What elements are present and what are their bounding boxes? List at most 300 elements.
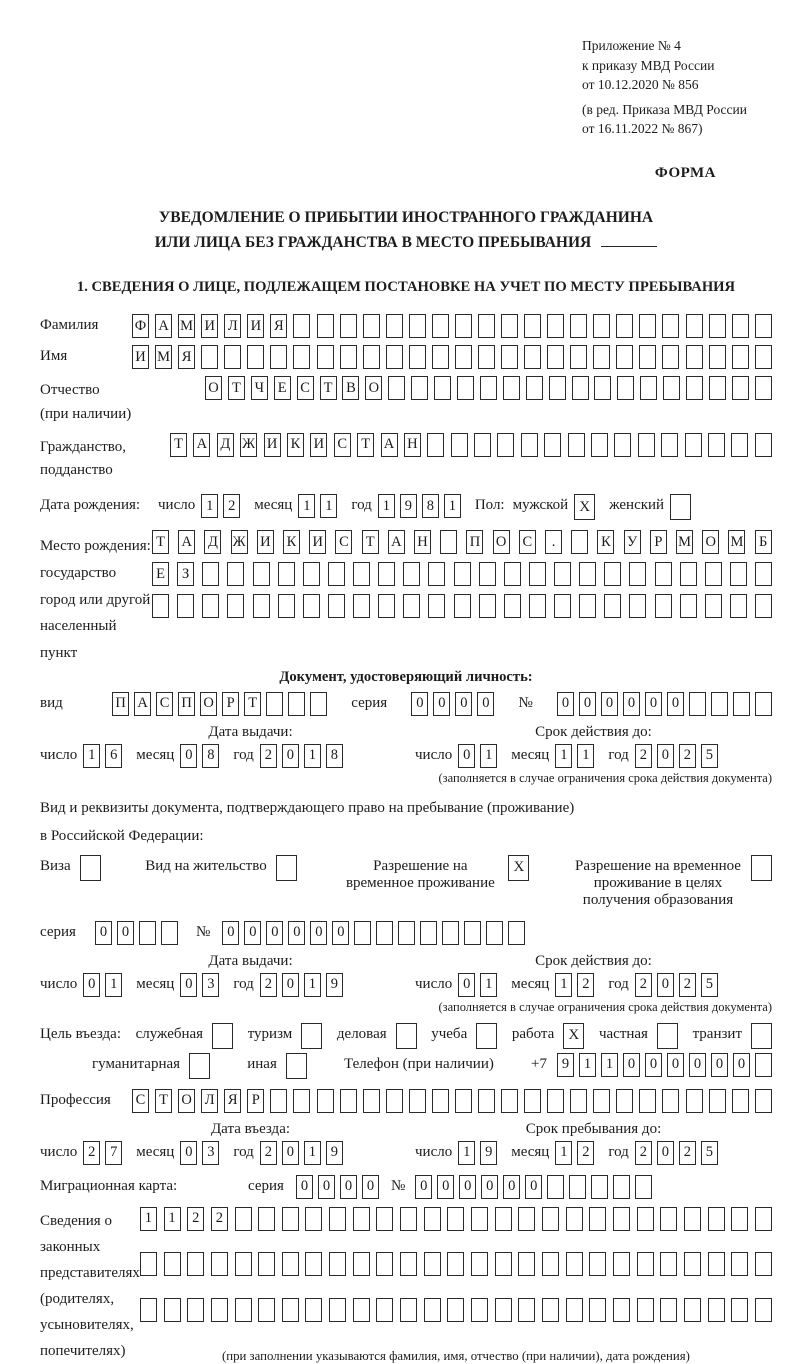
char-cell[interactable]: [317, 345, 334, 369]
char-cell[interactable]: [518, 1252, 535, 1276]
char-cell[interactable]: Ф: [132, 314, 149, 338]
purpose-transit-checkbox[interactable]: [751, 1023, 772, 1049]
char-cell[interactable]: 0: [458, 973, 475, 997]
char-cell[interactable]: [616, 1089, 633, 1113]
char-cell[interactable]: [164, 1252, 181, 1276]
char-cell[interactable]: [709, 1089, 726, 1113]
char-cell[interactable]: 0: [296, 1175, 313, 1199]
char-cell[interactable]: 2: [211, 1207, 228, 1231]
char-cell[interactable]: [497, 433, 514, 457]
char-cell[interactable]: 1: [83, 744, 100, 768]
char-cell[interactable]: [613, 1298, 630, 1322]
char-cell[interactable]: 0: [340, 1175, 357, 1199]
char-cell[interactable]: [403, 562, 420, 586]
char-cell[interactable]: [617, 376, 634, 400]
char-cell[interactable]: 0: [733, 1053, 750, 1077]
char-cell[interactable]: [386, 1089, 403, 1113]
char-cell[interactable]: И: [132, 345, 149, 369]
char-cell[interactable]: [709, 376, 726, 400]
char-cell[interactable]: 8: [202, 744, 219, 768]
char-cell[interactable]: С: [297, 376, 314, 400]
char-cell[interactable]: Р: [222, 692, 239, 716]
char-cell[interactable]: 9: [480, 1141, 497, 1165]
char-cell[interactable]: [328, 562, 345, 586]
char-cell[interactable]: [152, 594, 169, 618]
char-cell[interactable]: 1: [480, 973, 497, 997]
char-cell[interactable]: [305, 1207, 322, 1231]
temp-residence-permit-checkbox[interactable]: X: [508, 855, 529, 881]
char-cell[interactable]: 1: [105, 973, 122, 997]
char-cell[interactable]: [161, 921, 178, 945]
char-cell[interactable]: [755, 562, 772, 586]
char-cell[interactable]: 1: [555, 973, 572, 997]
char-cell[interactable]: [686, 1089, 703, 1113]
char-cell[interactable]: С: [519, 530, 536, 554]
char-cell[interactable]: 0: [667, 1053, 684, 1077]
char-cell[interactable]: [529, 562, 546, 586]
char-cell[interactable]: [479, 594, 496, 618]
char-cell[interactable]: [593, 345, 610, 369]
char-cell[interactable]: 1: [480, 744, 497, 768]
char-cell[interactable]: О: [365, 376, 382, 400]
char-cell[interactable]: [354, 921, 371, 945]
char-cell[interactable]: [547, 314, 564, 338]
char-cell[interactable]: [711, 692, 728, 716]
char-cell[interactable]: [685, 433, 702, 457]
char-cell[interactable]: [635, 1175, 652, 1199]
char-cell[interactable]: [329, 1207, 346, 1231]
char-cell[interactable]: [447, 1207, 464, 1231]
char-cell[interactable]: [684, 1207, 701, 1231]
char-cell[interactable]: [755, 1053, 772, 1077]
char-cell[interactable]: 1: [444, 494, 461, 518]
char-cell[interactable]: 1: [140, 1207, 157, 1231]
visa-checkbox[interactable]: [80, 855, 101, 881]
char-cell[interactable]: 1: [320, 494, 337, 518]
char-cell[interactable]: И: [247, 314, 264, 338]
char-cell[interactable]: 5: [701, 744, 718, 768]
char-cell[interactable]: [613, 1252, 630, 1276]
char-cell[interactable]: 0: [180, 1141, 197, 1165]
char-cell[interactable]: [524, 345, 541, 369]
char-cell[interactable]: 0: [282, 1141, 299, 1165]
char-cell[interactable]: [457, 376, 474, 400]
char-cell[interactable]: [614, 433, 631, 457]
char-cell[interactable]: [660, 1207, 677, 1231]
char-cell[interactable]: 2: [679, 973, 696, 997]
char-cell[interactable]: [447, 1298, 464, 1322]
char-cell[interactable]: [329, 1252, 346, 1276]
char-cell[interactable]: 0: [455, 692, 472, 716]
char-cell[interactable]: [293, 345, 310, 369]
char-cell[interactable]: [427, 433, 444, 457]
char-cell[interactable]: К: [597, 530, 614, 554]
char-cell[interactable]: 0: [657, 744, 674, 768]
char-cell[interactable]: 2: [635, 973, 652, 997]
char-cell[interactable]: [480, 376, 497, 400]
char-cell[interactable]: [613, 1207, 630, 1231]
char-cell[interactable]: [177, 594, 194, 618]
char-cell[interactable]: 1: [304, 744, 321, 768]
char-cell[interactable]: И: [309, 530, 326, 554]
char-cell[interactable]: [454, 562, 471, 586]
char-cell[interactable]: 0: [282, 744, 299, 768]
char-cell[interactable]: [353, 1298, 370, 1322]
char-cell[interactable]: [637, 1252, 654, 1276]
char-cell[interactable]: О: [702, 530, 719, 554]
char-cell[interactable]: [420, 921, 437, 945]
char-cell[interactable]: [211, 1298, 228, 1322]
char-cell[interactable]: 1: [577, 744, 594, 768]
char-cell[interactable]: [278, 562, 295, 586]
char-cell[interactable]: Т: [244, 692, 261, 716]
char-cell[interactable]: [305, 1252, 322, 1276]
char-cell[interactable]: [411, 376, 428, 400]
char-cell[interactable]: [730, 594, 747, 618]
char-cell[interactable]: [662, 345, 679, 369]
char-cell[interactable]: [253, 594, 270, 618]
char-cell[interactable]: [376, 1207, 393, 1231]
char-cell[interactable]: 0: [180, 744, 197, 768]
char-cell[interactable]: [591, 433, 608, 457]
char-cell[interactable]: [258, 1252, 275, 1276]
char-cell[interactable]: [227, 562, 244, 586]
char-cell[interactable]: [495, 1207, 512, 1231]
char-cell[interactable]: П: [178, 692, 195, 716]
char-cell[interactable]: Б: [755, 530, 772, 554]
char-cell[interactable]: 0: [437, 1175, 454, 1199]
char-cell[interactable]: 0: [645, 1053, 662, 1077]
char-cell[interactable]: 1: [601, 1053, 618, 1077]
char-cell[interactable]: [353, 562, 370, 586]
char-cell[interactable]: [524, 314, 541, 338]
char-cell[interactable]: [731, 1298, 748, 1322]
char-cell[interactable]: [471, 1207, 488, 1231]
char-cell[interactable]: С: [334, 433, 351, 457]
char-cell[interactable]: [708, 1298, 725, 1322]
char-cell[interactable]: [589, 1207, 606, 1231]
char-cell[interactable]: 0: [459, 1175, 476, 1199]
char-cell[interactable]: [504, 562, 521, 586]
char-cell[interactable]: Т: [228, 376, 245, 400]
char-cell[interactable]: [686, 314, 703, 338]
char-cell[interactable]: 0: [362, 1175, 379, 1199]
char-cell[interactable]: З: [177, 562, 194, 586]
char-cell[interactable]: Д: [204, 530, 221, 554]
char-cell[interactable]: [501, 314, 518, 338]
char-cell[interactable]: [187, 1252, 204, 1276]
char-cell[interactable]: О: [178, 1089, 195, 1113]
char-cell[interactable]: [211, 1252, 228, 1276]
char-cell[interactable]: К: [283, 530, 300, 554]
char-cell[interactable]: [501, 1089, 518, 1113]
char-cell[interactable]: [730, 562, 747, 586]
purpose-business-checkbox[interactable]: [396, 1023, 417, 1049]
char-cell[interactable]: [554, 562, 571, 586]
char-cell[interactable]: [376, 1252, 393, 1276]
purpose-humanitarian-checkbox[interactable]: [189, 1053, 210, 1079]
char-cell[interactable]: [478, 314, 495, 338]
char-cell[interactable]: [616, 314, 633, 338]
char-cell[interactable]: [303, 594, 320, 618]
char-cell[interactable]: М: [178, 314, 195, 338]
char-cell[interactable]: О: [200, 692, 217, 716]
char-cell[interactable]: [732, 345, 749, 369]
char-cell[interactable]: [639, 345, 656, 369]
char-cell[interactable]: 2: [223, 494, 240, 518]
char-cell[interactable]: [521, 433, 538, 457]
char-cell[interactable]: У: [624, 530, 641, 554]
char-cell[interactable]: 0: [95, 921, 112, 945]
char-cell[interactable]: Е: [152, 562, 169, 586]
char-cell[interactable]: [637, 1298, 654, 1322]
char-cell[interactable]: 9: [326, 1141, 343, 1165]
char-cell[interactable]: [655, 562, 672, 586]
char-cell[interactable]: [317, 1089, 334, 1113]
char-cell[interactable]: [705, 562, 722, 586]
char-cell[interactable]: Т: [362, 530, 379, 554]
char-cell[interactable]: [270, 1089, 287, 1113]
char-cell[interactable]: И: [201, 314, 218, 338]
char-cell[interactable]: Я: [270, 314, 287, 338]
char-cell[interactable]: 1: [164, 1207, 181, 1231]
char-cell[interactable]: [247, 345, 264, 369]
char-cell[interactable]: [378, 562, 395, 586]
char-cell[interactable]: 9: [400, 494, 417, 518]
char-cell[interactable]: [589, 1252, 606, 1276]
char-cell[interactable]: 2: [260, 744, 277, 768]
char-cell[interactable]: [755, 314, 772, 338]
char-cell[interactable]: 1: [201, 494, 218, 518]
char-cell[interactable]: [424, 1252, 441, 1276]
char-cell[interactable]: 1: [304, 1141, 321, 1165]
char-cell[interactable]: 0: [288, 921, 305, 945]
char-cell[interactable]: [755, 433, 772, 457]
char-cell[interactable]: П: [466, 530, 483, 554]
char-cell[interactable]: Л: [201, 1089, 218, 1113]
char-cell[interactable]: [471, 1298, 488, 1322]
char-cell[interactable]: [637, 1207, 654, 1231]
char-cell[interactable]: [629, 562, 646, 586]
char-cell[interactable]: 2: [577, 1141, 594, 1165]
char-cell[interactable]: [266, 692, 283, 716]
char-cell[interactable]: [278, 594, 295, 618]
char-cell[interactable]: [428, 594, 445, 618]
purpose-tourism-checkbox[interactable]: [301, 1023, 322, 1049]
char-cell[interactable]: 0: [557, 692, 574, 716]
char-cell[interactable]: [547, 345, 564, 369]
char-cell[interactable]: [378, 594, 395, 618]
char-cell[interactable]: 0: [83, 973, 100, 997]
char-cell[interactable]: [376, 1298, 393, 1322]
char-cell[interactable]: 1: [378, 494, 395, 518]
char-cell[interactable]: [518, 1298, 535, 1322]
char-cell[interactable]: [708, 433, 725, 457]
char-cell[interactable]: [235, 1207, 252, 1231]
char-cell[interactable]: [317, 314, 334, 338]
char-cell[interactable]: 0: [657, 973, 674, 997]
char-cell[interactable]: [424, 1298, 441, 1322]
char-cell[interactable]: [755, 376, 772, 400]
char-cell[interactable]: [544, 433, 561, 457]
char-cell[interactable]: К: [287, 433, 304, 457]
char-cell[interactable]: [569, 1175, 586, 1199]
char-cell[interactable]: А: [388, 530, 405, 554]
char-cell[interactable]: 0: [266, 921, 283, 945]
char-cell[interactable]: [572, 376, 589, 400]
char-cell[interactable]: 0: [433, 692, 450, 716]
char-cell[interactable]: 5: [701, 1141, 718, 1165]
char-cell[interactable]: [442, 921, 459, 945]
char-cell[interactable]: [731, 1252, 748, 1276]
char-cell[interactable]: [479, 562, 496, 586]
char-cell[interactable]: [705, 594, 722, 618]
char-cell[interactable]: Ж: [231, 530, 248, 554]
char-cell[interactable]: [731, 1207, 748, 1231]
char-cell[interactable]: [680, 562, 697, 586]
char-cell[interactable]: [187, 1298, 204, 1322]
char-cell[interactable]: [478, 1089, 495, 1113]
char-cell[interactable]: [518, 1207, 535, 1231]
char-cell[interactable]: [579, 562, 596, 586]
char-cell[interactable]: 0: [117, 921, 134, 945]
char-cell[interactable]: 8: [422, 494, 439, 518]
char-cell[interactable]: [282, 1298, 299, 1322]
char-cell[interactable]: [501, 345, 518, 369]
char-cell[interactable]: [455, 314, 472, 338]
char-cell[interactable]: Я: [178, 345, 195, 369]
char-cell[interactable]: 0: [310, 921, 327, 945]
char-cell[interactable]: 0: [657, 1141, 674, 1165]
char-cell[interactable]: Р: [650, 530, 667, 554]
char-cell[interactable]: 1: [555, 1141, 572, 1165]
char-cell[interactable]: [201, 345, 218, 369]
char-cell[interactable]: [386, 314, 403, 338]
char-cell[interactable]: [353, 1207, 370, 1231]
char-cell[interactable]: [755, 1252, 772, 1276]
char-cell[interactable]: [639, 314, 656, 338]
char-cell[interactable]: Т: [170, 433, 187, 457]
char-cell[interactable]: [293, 1089, 310, 1113]
char-cell[interactable]: А: [381, 433, 398, 457]
purpose-official-checkbox[interactable]: [212, 1023, 233, 1049]
char-cell[interactable]: [409, 345, 426, 369]
char-cell[interactable]: [454, 594, 471, 618]
char-cell[interactable]: 0: [318, 1175, 335, 1199]
char-cell[interactable]: С: [132, 1089, 149, 1113]
char-cell[interactable]: 0: [601, 692, 618, 716]
char-cell[interactable]: И: [257, 530, 274, 554]
char-cell[interactable]: [447, 1252, 464, 1276]
char-cell[interactable]: [464, 921, 481, 945]
char-cell[interactable]: .: [545, 530, 562, 554]
char-cell[interactable]: [282, 1252, 299, 1276]
temp-residence-education-checkbox[interactable]: [751, 855, 772, 881]
char-cell[interactable]: [571, 530, 588, 554]
char-cell[interactable]: [428, 562, 445, 586]
char-cell[interactable]: [639, 1089, 656, 1113]
char-cell[interactable]: [376, 921, 393, 945]
char-cell[interactable]: [755, 345, 772, 369]
char-cell[interactable]: [202, 562, 219, 586]
char-cell[interactable]: [709, 314, 726, 338]
char-cell[interactable]: 9: [326, 973, 343, 997]
char-cell[interactable]: С: [335, 530, 352, 554]
char-cell[interactable]: [755, 692, 772, 716]
char-cell[interactable]: 0: [623, 692, 640, 716]
char-cell[interactable]: [529, 594, 546, 618]
char-cell[interactable]: 2: [679, 1141, 696, 1165]
char-cell[interactable]: 0: [458, 744, 475, 768]
char-cell[interactable]: [594, 376, 611, 400]
char-cell[interactable]: А: [134, 692, 151, 716]
char-cell[interactable]: Ч: [251, 376, 268, 400]
char-cell[interactable]: 0: [332, 921, 349, 945]
sex-female-checkbox[interactable]: [670, 494, 691, 520]
char-cell[interactable]: П: [112, 692, 129, 716]
char-cell[interactable]: 8: [326, 744, 343, 768]
char-cell[interactable]: [732, 1089, 749, 1113]
char-cell[interactable]: 0: [645, 692, 662, 716]
char-cell[interactable]: И: [310, 433, 327, 457]
char-cell[interactable]: [363, 314, 380, 338]
char-cell[interactable]: Н: [404, 433, 421, 457]
char-cell[interactable]: [486, 921, 503, 945]
char-cell[interactable]: [579, 594, 596, 618]
char-cell[interactable]: [755, 594, 772, 618]
char-cell[interactable]: 1: [304, 973, 321, 997]
char-cell[interactable]: [303, 562, 320, 586]
char-cell[interactable]: [570, 345, 587, 369]
char-cell[interactable]: [542, 1252, 559, 1276]
char-cell[interactable]: 0: [525, 1175, 542, 1199]
char-cell[interactable]: 0: [623, 1053, 640, 1077]
char-cell[interactable]: [526, 376, 543, 400]
char-cell[interactable]: [755, 1207, 772, 1231]
char-cell[interactable]: [680, 594, 697, 618]
char-cell[interactable]: [566, 1207, 583, 1231]
char-cell[interactable]: [570, 314, 587, 338]
char-cell[interactable]: [638, 433, 655, 457]
char-cell[interactable]: Я: [224, 1089, 241, 1113]
char-cell[interactable]: [305, 1298, 322, 1322]
char-cell[interactable]: Л: [224, 314, 241, 338]
char-cell[interactable]: 0: [481, 1175, 498, 1199]
residence-permit-checkbox[interactable]: [276, 855, 297, 881]
char-cell[interactable]: [424, 1207, 441, 1231]
char-cell[interactable]: 0: [477, 692, 494, 716]
purpose-work-checkbox[interactable]: X: [563, 1023, 584, 1049]
char-cell[interactable]: А: [178, 530, 195, 554]
char-cell[interactable]: [409, 1089, 426, 1113]
char-cell[interactable]: 1: [579, 1053, 596, 1077]
char-cell[interactable]: [451, 433, 468, 457]
char-cell[interactable]: [432, 345, 449, 369]
char-cell[interactable]: Ж: [240, 433, 257, 457]
char-cell[interactable]: Т: [357, 433, 374, 457]
char-cell[interactable]: [474, 433, 491, 457]
char-cell[interactable]: [566, 1252, 583, 1276]
purpose-private-checkbox[interactable]: [657, 1023, 678, 1049]
char-cell[interactable]: [140, 1298, 157, 1322]
char-cell[interactable]: 0: [711, 1053, 728, 1077]
char-cell[interactable]: [388, 376, 405, 400]
char-cell[interactable]: [662, 1089, 679, 1113]
char-cell[interactable]: [282, 1207, 299, 1231]
char-cell[interactable]: [508, 921, 525, 945]
char-cell[interactable]: В: [342, 376, 359, 400]
char-cell[interactable]: [340, 1089, 357, 1113]
